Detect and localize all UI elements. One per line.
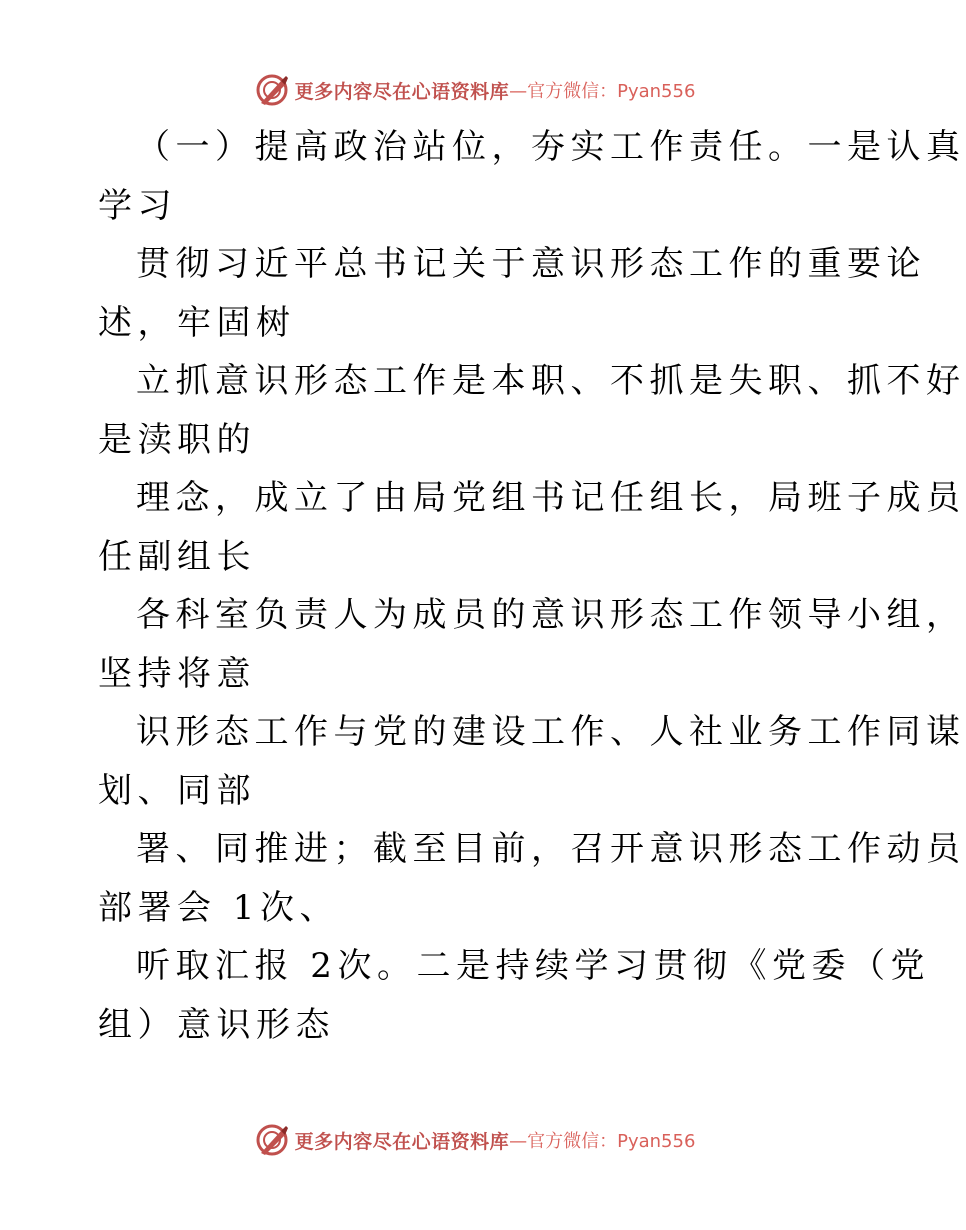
pen-logo-icon bbox=[255, 73, 289, 107]
paragraph-line: 各科室负责人为成员的意识形态工作领导小组， bbox=[136, 595, 966, 635]
paragraph-line: 划、同部 bbox=[98, 770, 256, 811]
paragraph-line: 组）意识形态 bbox=[98, 1004, 335, 1045]
paragraph-line: 理念，成立了由局党组书记任组长，局班子成员 bbox=[136, 478, 966, 518]
paragraph-line: 学习 bbox=[98, 185, 177, 226]
paragraph-line: （一）提高政治站位，夯实工作责任。一是认真 bbox=[136, 127, 966, 167]
header-watermark bbox=[0, 72, 950, 108]
watermark-sub-text: —官方微信：Pyan556 bbox=[509, 1131, 696, 1152]
paragraph-line: 贯彻习近平总书记关于意识形态工作的重要论 bbox=[136, 244, 926, 284]
watermark-main-text: 更多内容尽在心语资料库 bbox=[294, 80, 510, 103]
pen-logo-icon bbox=[255, 1123, 289, 1157]
paragraph-line: 是渎职的 bbox=[98, 419, 256, 460]
paragraph-line: 识形态工作与党的建设工作、人社业务工作同谋 bbox=[136, 712, 966, 752]
footer-watermark bbox=[0, 1122, 950, 1158]
watermark-main-text: 更多内容尽在心语资料库 bbox=[294, 1130, 510, 1153]
paragraph-line: 立抓意识形态工作是本职、不抓是失职、抓不好 bbox=[136, 361, 966, 401]
paragraph-line: 部署会 1次、 bbox=[98, 887, 339, 928]
paragraph-line: 任副组长 bbox=[98, 536, 256, 577]
watermark-sub-text: —官方微信：Pyan556 bbox=[509, 81, 696, 102]
paragraph-line: 坚持将意 bbox=[98, 653, 256, 694]
paragraph-line: 述，牢固树 bbox=[98, 302, 296, 343]
paragraph-line: 听取汇报 2次。二是持续学习贯彻《党委（党 bbox=[136, 946, 930, 986]
paragraph-line: 署、同推进；截至目前，召开意识形态工作动员 bbox=[136, 829, 966, 869]
document-body bbox=[98, 118, 966, 1054]
